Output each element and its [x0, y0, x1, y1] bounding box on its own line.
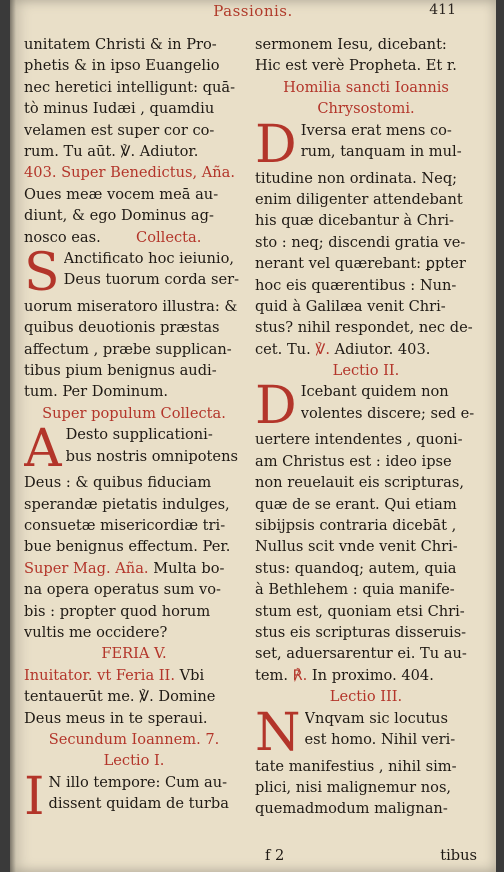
text-line: Iversa erat mens co-: [300, 121, 452, 139]
text-line: enim diligenter attendebant: [255, 190, 463, 208]
lectio-1-heading: Lectio I.: [103, 752, 165, 770]
text-line: sto : neq; discendi gratia ve-: [255, 233, 466, 251]
text-line: diunt, & ego Dominus ag-: [24, 207, 214, 225]
text-line: stus: quandoq; autem, quia: [255, 559, 457, 577]
left-top-text: [24, 34, 244, 162]
text-line: consuetæ misericordiæ tri-: [24, 517, 226, 535]
text-line: stus eis scripturas disseruis-: [255, 623, 467, 641]
text-line: sperandæ pietatis indulges,: [24, 495, 230, 513]
page-footer: [265, 847, 477, 864]
text-line: nec heretici intelligunt: quā-: [24, 78, 236, 96]
text-line: uorum miseratoro illustra: &: [24, 297, 238, 315]
text-line: tò minus Iudæi , quamdiu: [24, 100, 215, 118]
text-line: quibus deuotionis præstas: [24, 319, 220, 337]
page-gutter-shadow: [10, 0, 16, 872]
text-line: quid à Galilæa venit Chri-: [255, 297, 446, 315]
drop-cap: I: [24, 771, 45, 820]
magnificat-line: [24, 558, 244, 579]
drop-cap: D: [255, 381, 297, 430]
homily-opening: [255, 120, 477, 168]
page-header: [10, 0, 496, 34]
text-line: bus nostris omnipotens: [65, 447, 238, 465]
left-column: [24, 34, 244, 838]
text-line: dissent quidam de turba: [48, 795, 229, 813]
collect-1: [24, 248, 244, 296]
text-line: N illo tempore: Cum au-: [48, 773, 228, 791]
text-line: tibus pium benignus audi-: [24, 362, 217, 380]
text-line: à Bethlehem : quia manife-: [255, 581, 455, 599]
text-line: Nullus scit vnde venit Chri-: [255, 538, 458, 556]
super-populum-heading: Super populum Collecta.: [42, 404, 226, 422]
text-line: Oues meæ vocem meā au-: [24, 185, 219, 203]
text-line: Deus meus in te speraui.: [24, 709, 208, 727]
drop-cap: A: [24, 424, 62, 473]
text-line: Deus tuorum corda ser-: [63, 271, 240, 289]
text-line: bue benignus effectum. Per.: [24, 538, 231, 556]
text-line: set, aduersarentur ei. Tu au-: [255, 645, 467, 663]
text-line: vultis me occidere?: [24, 623, 168, 641]
drop-cap: D: [255, 119, 297, 168]
invitatory-line: [24, 665, 244, 686]
text-line: Anctificato hoc ieiunio,: [63, 249, 235, 267]
versicle-mark: ℟.: [292, 666, 308, 684]
text-fragment: In proximo. 404.: [311, 666, 434, 684]
text-line: quemadmodum malignan-: [255, 800, 448, 818]
catchword: tibus: [440, 847, 477, 864]
lectio-1: [24, 772, 244, 820]
text-line: quæ de se erant. Qui etiam: [255, 495, 457, 513]
lectio-2-end-line: [255, 665, 477, 686]
lectio-3-opening: [255, 708, 477, 756]
text-line: uertere intendentes , quoni-: [255, 431, 463, 449]
text-line: his quæ dicebantur à Chri-: [255, 212, 454, 230]
text-line: Desto supplicationi-: [65, 426, 213, 444]
running-title: Passionis.: [213, 2, 293, 20]
text-line: phetis & in ipso Euangelio: [24, 57, 220, 75]
magnificat-heading: Super Mag. Aña.: [24, 559, 149, 577]
page-number: 411: [429, 2, 456, 18]
text-line: Icebant quidem non: [300, 383, 449, 401]
text-line: non reuelauit eis scripturas,: [255, 474, 464, 492]
collecta-line: [24, 227, 244, 248]
text-line: nerant vel quærebant: ꝑpter: [255, 255, 466, 273]
collect-2: [24, 424, 244, 472]
homily-heading: Homilia sancti Ioannis: [283, 78, 449, 96]
text-line: Deus : & quibus fiduciam: [24, 474, 212, 492]
text-line: affectum , præbe supplican-: [24, 340, 232, 358]
text-line: est homo. Nihil veri-: [304, 730, 456, 748]
text-line: volentes discere; sed e-: [300, 404, 475, 422]
drop-cap: S: [24, 247, 60, 296]
text-fragment: cet. Tu.: [255, 340, 311, 358]
invitatory-label: Inuitator. vt Feria II.: [24, 666, 175, 684]
antiphon-heading: 403. Super Benedictus, Aña.: [24, 164, 236, 182]
right-column: [255, 34, 477, 838]
text-fragment: Adiutor. 403.: [334, 340, 431, 358]
text-fragment: nosco eas.: [24, 228, 101, 246]
text-line: tate manifestius , nihil sim-: [255, 757, 457, 775]
gospel-heading: Secundum Ioannem. 7.: [48, 730, 220, 748]
lectio-3-heading: Lectio III.: [329, 688, 403, 706]
text-fragment: Multa bo-: [153, 559, 225, 577]
drop-cap: N: [255, 707, 301, 756]
text-line: velamen est super cor co-: [24, 121, 215, 139]
versicle-mark: ℣.: [315, 340, 330, 358]
text-line: tum. Per Dominum.: [24, 383, 169, 401]
text-line: unitatem Christi & in Pro-: [24, 36, 217, 53]
lectio-2-heading: Lectio II.: [332, 362, 400, 380]
text-line: Hic est verè Propheta. Et r.: [255, 57, 457, 75]
text-line: tentauerūt me. ℣. Domine: [24, 688, 216, 706]
text-line: rum, tanquam in mul-: [300, 142, 462, 160]
collecta-label: Collecta.: [136, 228, 202, 246]
homily-end-line: [255, 339, 477, 360]
text-line: am Christus est : ideo ipse: [255, 452, 452, 470]
text-line: bis : propter quod horum: [24, 602, 211, 620]
text-fragment: tem.: [255, 666, 288, 684]
homily-heading-author: Chrysostomi.: [317, 100, 415, 118]
book-page: [10, 0, 496, 872]
text-line: hoc eis quærentibus : Nun-: [255, 276, 457, 294]
lectio-2-opening: [255, 381, 477, 429]
text-line: sibijpsis contraria dicebāt ,: [255, 517, 457, 535]
text-fragment: Vbi: [179, 666, 205, 684]
text-line: sermonem Iesu, dicebant:: [255, 36, 447, 53]
text-line: na opera operatus sum vo-: [24, 581, 221, 599]
text-line: rum. Tu aūt. ℣. Adiutor.: [24, 142, 199, 160]
text-line: stum est, quoniam etsi Chri-: [255, 602, 465, 620]
text-line: Vnqvam sic locutus: [304, 709, 448, 727]
text-line: stus? nihil respondet, nec de-: [255, 319, 473, 337]
text-line: titudine non ordinata. Neq;: [255, 169, 458, 187]
text-line: plici, nisi malignemur nos,: [255, 778, 452, 796]
signature-mark: f 2: [265, 847, 285, 864]
feria-heading: FERIA V.: [101, 645, 167, 663]
